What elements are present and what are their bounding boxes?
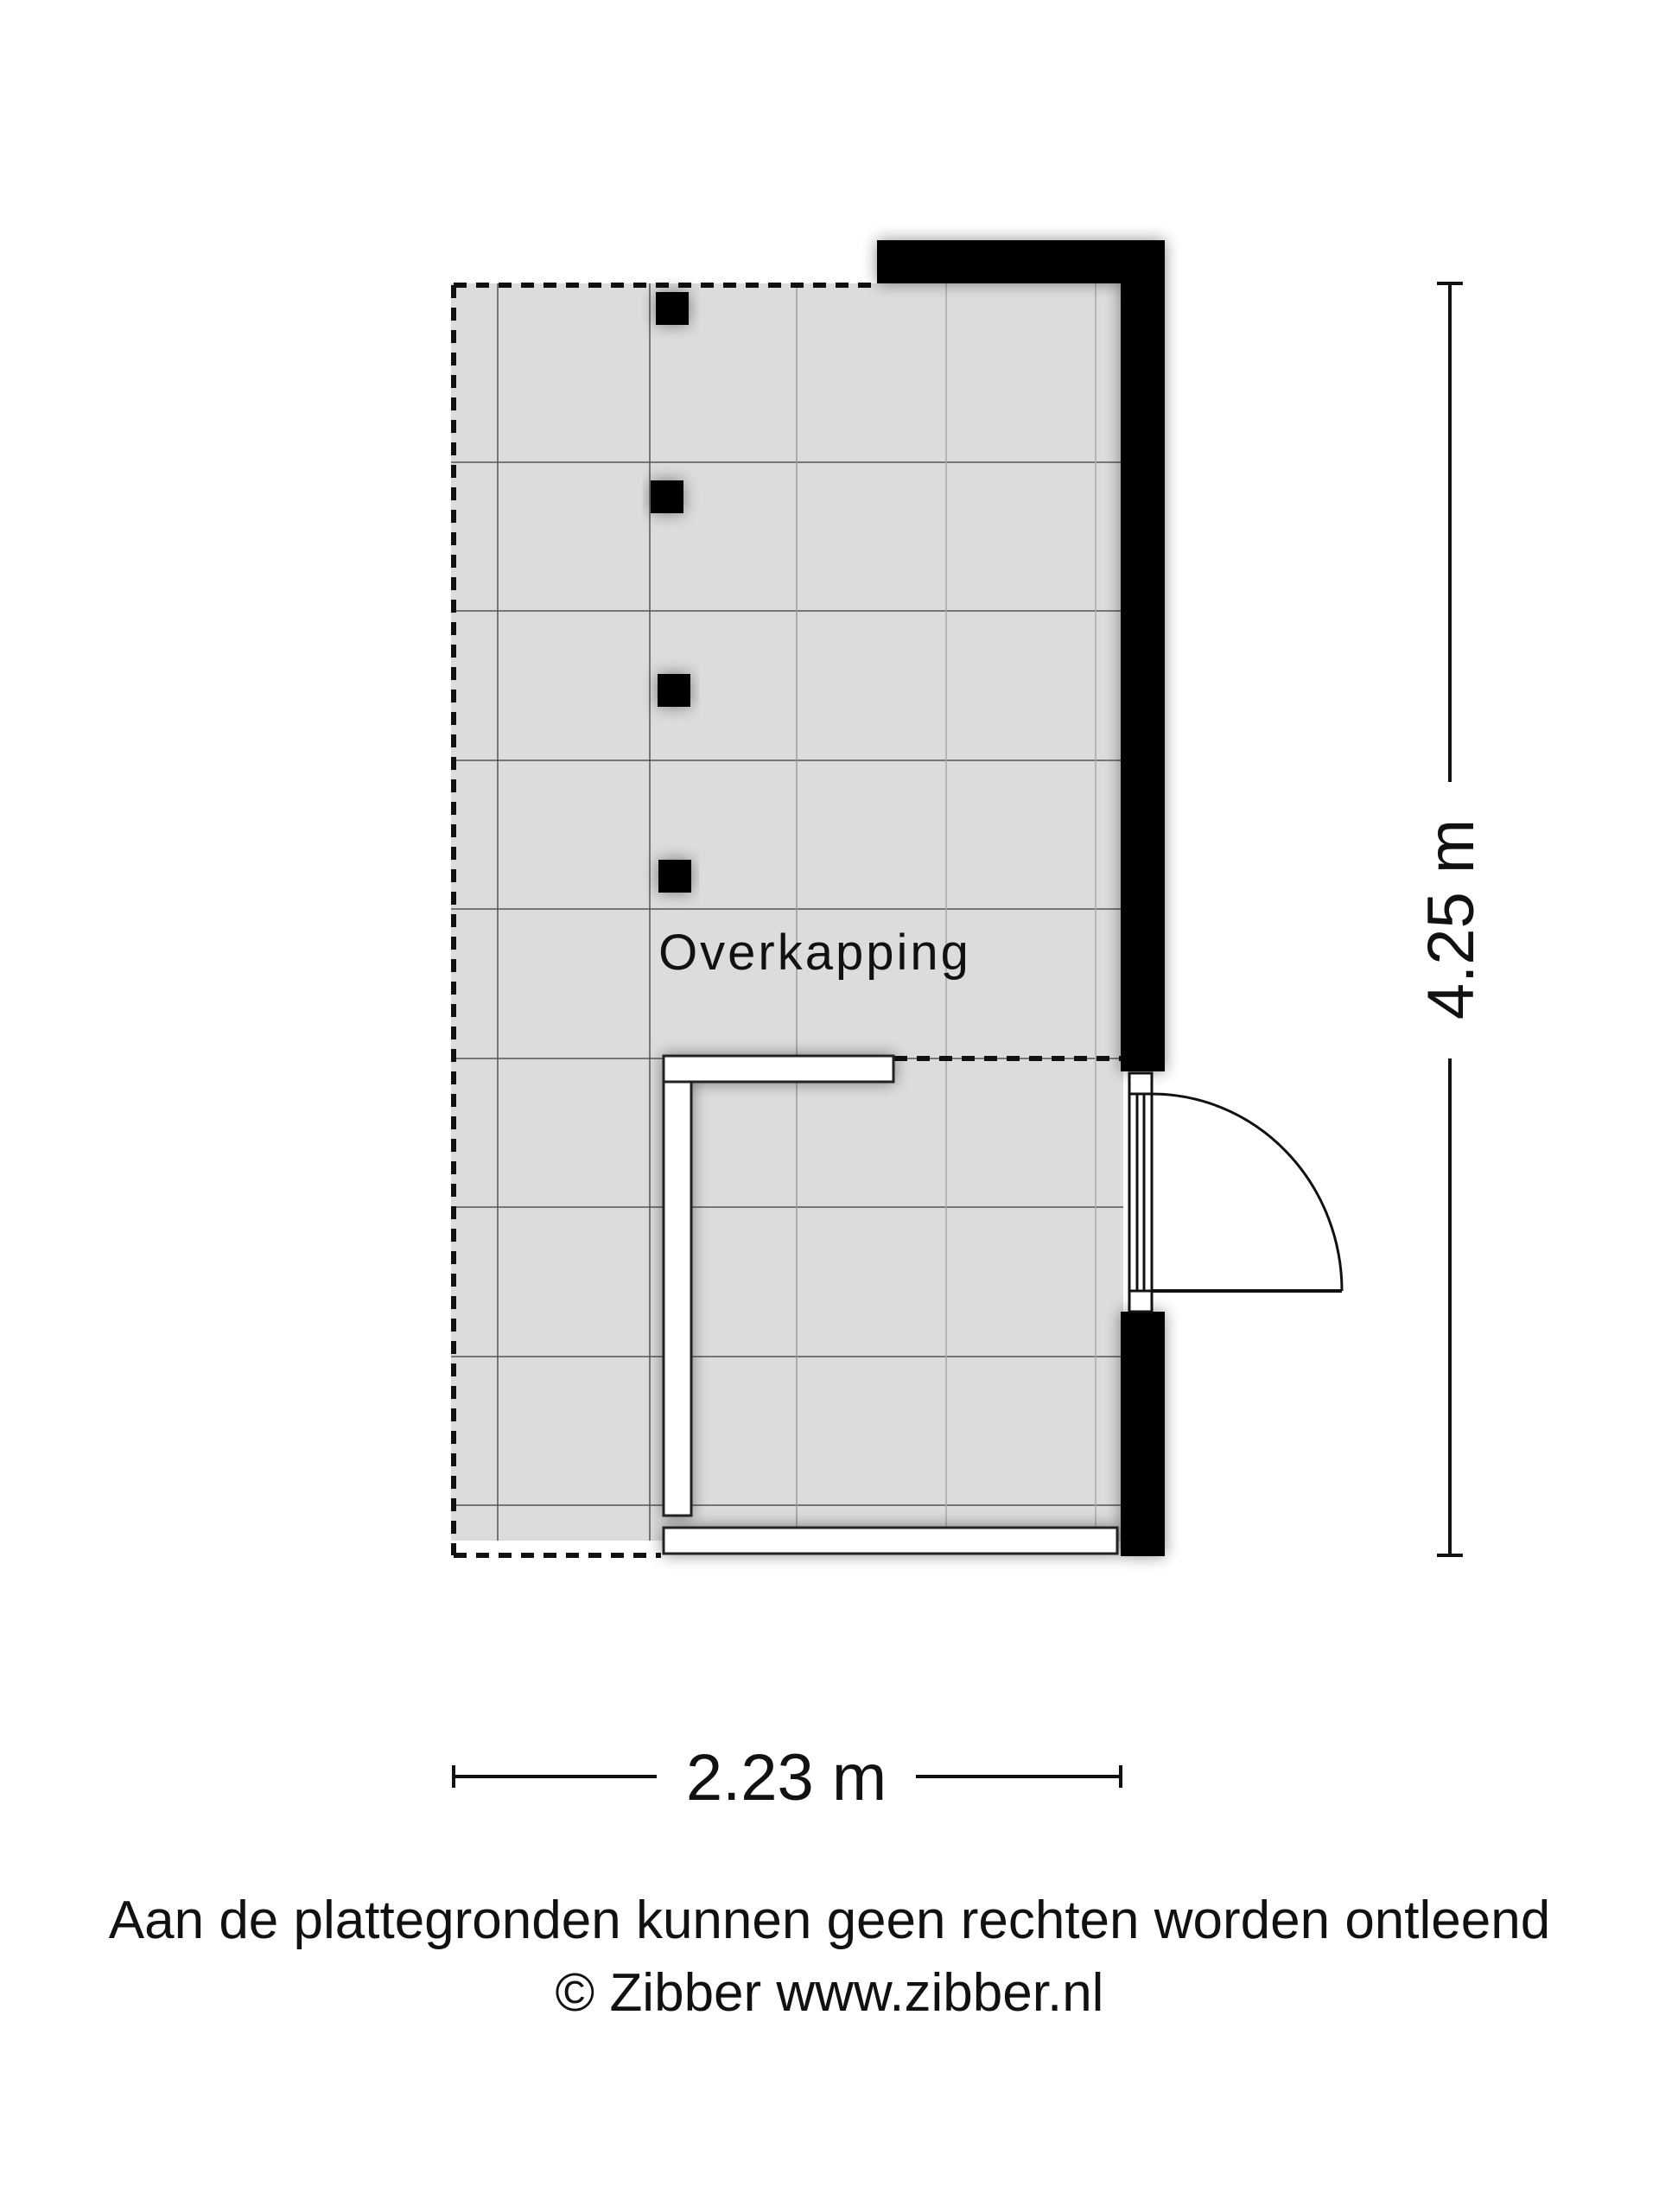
door-swing-arc bbox=[1152, 1094, 1342, 1291]
support-post bbox=[651, 480, 683, 513]
support-post bbox=[658, 674, 690, 707]
depth-dimension-label: 4.25 m bbox=[1414, 818, 1488, 1020]
partition-bottom bbox=[664, 1528, 1117, 1554]
width-dimension-label: 2.23 m bbox=[685, 1741, 887, 1815]
support-post bbox=[658, 860, 691, 893]
copyright-text: © Zibber www.zibber.nl bbox=[555, 1963, 1104, 2023]
floor-area bbox=[451, 283, 1123, 1541]
partition-left bbox=[664, 1082, 691, 1516]
door-frame bbox=[1129, 1073, 1152, 1312]
wall-right-lower bbox=[1121, 1312, 1165, 1556]
partition-top bbox=[664, 1056, 893, 1082]
room-label: Overkapping bbox=[658, 925, 971, 981]
disclaimer-text: Aan de plattegronden kunnen geen rechten worden ontleend bbox=[108, 1891, 1551, 1950]
support-post bbox=[656, 292, 689, 325]
door bbox=[1129, 1073, 1342, 1312]
wall-right-upper bbox=[1121, 240, 1165, 1071]
